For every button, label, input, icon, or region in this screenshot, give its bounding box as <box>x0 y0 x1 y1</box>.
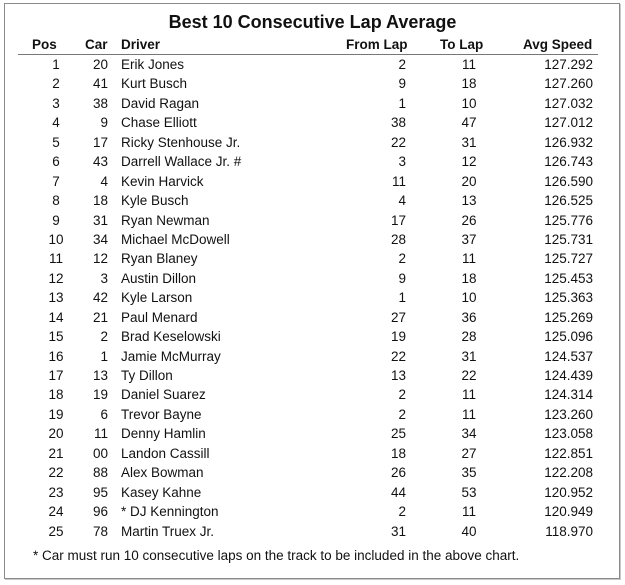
cell-to-lap: 27 <box>461 445 477 461</box>
cell-to-lap: 37 <box>461 231 477 247</box>
cell-avg-speed: 125.453 <box>544 270 593 286</box>
cell-avg-speed: 125.269 <box>544 309 593 325</box>
column-header-avg-speed: Avg Speed <box>523 37 593 52</box>
cell-from-lap: 27 <box>390 309 406 325</box>
table-row <box>0 192 625 211</box>
cell-from-lap: 25 <box>390 426 406 442</box>
cell-avg-speed: 125.727 <box>544 251 593 267</box>
cell-from-lap: 2 <box>398 387 406 403</box>
table-row <box>0 425 625 444</box>
cell-driver: Daniel Suarez <box>121 387 206 403</box>
footnote: * Car must run 10 consecutive laps on the track to be included in the above chart. <box>33 548 520 563</box>
cell-to-lap: 47 <box>461 115 477 131</box>
cell-to-lap: 18 <box>461 270 477 286</box>
cell-car: 9 <box>100 115 108 131</box>
cell-car: 88 <box>92 465 108 481</box>
cell-to-lap: 11 <box>461 504 476 520</box>
cell-avg-speed: 126.743 <box>544 154 593 170</box>
cell-avg-speed: 125.776 <box>544 212 593 228</box>
cell-car: 38 <box>92 95 108 111</box>
cell-driver: Alex Bowman <box>121 465 204 481</box>
cell-driver: Brad Keselowski <box>121 329 221 345</box>
cell-car: 43 <box>92 154 108 170</box>
results-table <box>0 56 625 542</box>
cell-car: 41 <box>92 76 108 92</box>
table-row <box>0 75 625 94</box>
cell-driver: Michael McDowell <box>121 231 230 247</box>
cell-to-lap: 26 <box>461 212 477 228</box>
cell-pos: 10 <box>48 231 64 247</box>
cell-to-lap: 31 <box>461 348 477 364</box>
cell-pos: 11 <box>48 251 63 267</box>
cell-avg-speed: 125.731 <box>544 231 593 247</box>
cell-pos: 15 <box>48 329 64 345</box>
column-header-to-lap: To Lap <box>440 37 484 52</box>
cell-from-lap: 13 <box>390 368 406 383</box>
cell-driver: Trevor Bayne <box>121 406 202 422</box>
cell-pos: 19 <box>48 406 64 422</box>
cell-avg-speed: 127.012 <box>544 115 593 131</box>
cell-from-lap: 44 <box>390 484 406 500</box>
cell-driver: Ricky Stenhouse Jr. <box>121 134 241 150</box>
column-header-from-lap: From Lap <box>346 37 408 52</box>
cell-from-lap: 22 <box>390 134 406 150</box>
cell-pos: 12 <box>48 270 64 286</box>
cell-from-lap: 1 <box>398 95 406 111</box>
cell-car: 78 <box>92 523 108 539</box>
cell-driver: Kurt Busch <box>121 76 188 92</box>
cell-driver: Landon Cassill <box>121 445 210 461</box>
cell-driver: Austin Dillon <box>121 270 197 286</box>
table-row <box>0 348 625 367</box>
column-header-car: Car <box>85 37 108 52</box>
cell-avg-speed: 118.970 <box>545 523 593 539</box>
cell-pos: 20 <box>48 426 64 442</box>
cell-to-lap: 11 <box>461 57 476 72</box>
cell-to-lap: 53 <box>461 484 477 500</box>
cell-avg-speed: 124.314 <box>544 387 593 403</box>
cell-car: 12 <box>92 251 108 267</box>
cell-car: 96 <box>92 504 108 520</box>
cell-to-lap: 13 <box>461 193 477 209</box>
cell-from-lap: 18 <box>390 445 406 461</box>
cell-pos: 13 <box>48 290 64 306</box>
cell-pos: 1 <box>52 57 60 72</box>
cell-car: 6 <box>100 406 108 422</box>
table-row <box>0 445 625 464</box>
cell-from-lap: 4 <box>398 193 406 209</box>
table-row <box>0 250 625 269</box>
cell-from-lap: 38 <box>390 115 406 131</box>
cell-pos: 3 <box>52 95 60 111</box>
cell-avg-speed: 123.058 <box>544 426 593 442</box>
cell-to-lap: 28 <box>461 329 477 345</box>
table-row <box>0 386 625 405</box>
cell-avg-speed: 122.851 <box>544 445 593 461</box>
cell-to-lap: 40 <box>461 523 477 539</box>
cell-pos: 6 <box>52 154 60 170</box>
table-row <box>0 464 625 483</box>
table-row <box>0 231 625 250</box>
cell-car: 20 <box>92 57 108 72</box>
cell-avg-speed: 120.949 <box>544 504 593 520</box>
cell-to-lap: 12 <box>461 154 477 170</box>
cell-pos: 17 <box>48 368 64 383</box>
cell-to-lap: 10 <box>461 95 477 111</box>
cell-from-lap: 1 <box>398 290 406 306</box>
cell-from-lap: 26 <box>390 465 406 481</box>
cell-from-lap: 9 <box>398 270 406 286</box>
cell-car: 13 <box>92 368 108 383</box>
cell-pos: 9 <box>52 212 60 228</box>
cell-from-lap: 2 <box>398 406 406 422</box>
cell-from-lap: 2 <box>398 504 406 520</box>
cell-avg-speed: 125.363 <box>544 290 593 306</box>
cell-avg-speed: 124.537 <box>544 348 593 364</box>
cell-avg-speed: 127.032 <box>544 95 593 111</box>
cell-car: 95 <box>92 484 108 500</box>
cell-from-lap: 9 <box>398 76 406 92</box>
cell-to-lap: 18 <box>461 76 477 92</box>
cell-pos: 24 <box>48 504 64 520</box>
cell-to-lap: 34 <box>461 426 477 442</box>
cell-pos: 21 <box>48 445 64 461</box>
cell-pos: 23 <box>48 484 64 500</box>
cell-from-lap: 11 <box>391 173 406 189</box>
cell-pos: 7 <box>52 173 60 189</box>
cell-avg-speed: 125.096 <box>544 329 593 345</box>
cell-pos: 16 <box>48 348 64 364</box>
report-title: Best 10 Consecutive Lap Average <box>168 12 457 32</box>
cell-avg-speed: 123.260 <box>544 406 593 422</box>
cell-avg-speed: 122.208 <box>544 465 593 481</box>
cell-avg-speed: 126.590 <box>544 173 593 189</box>
cell-pos: 25 <box>48 523 64 539</box>
cell-pos: 8 <box>52 193 60 209</box>
table-row <box>0 95 625 114</box>
cell-from-lap: 19 <box>390 329 406 345</box>
header-divider <box>18 54 598 55</box>
cell-driver: Denny Hamlin <box>121 426 206 442</box>
cell-driver: Erik Jones <box>121 57 185 72</box>
table-row <box>0 367 625 386</box>
table-row <box>0 56 625 75</box>
cell-car: 18 <box>92 193 108 209</box>
cell-driver: * DJ Kennington <box>121 504 219 520</box>
table-row <box>0 153 625 172</box>
cell-driver: Ryan Newman <box>121 212 210 228</box>
table-row <box>0 114 625 133</box>
cell-car: 42 <box>92 290 108 306</box>
cell-car: 1 <box>100 348 108 364</box>
table-row <box>0 212 625 231</box>
cell-to-lap: 36 <box>461 309 477 325</box>
cell-car: 21 <box>92 309 108 325</box>
cell-driver: Ty Dillon <box>121 368 173 383</box>
column-header-pos: Pos <box>32 37 57 52</box>
cell-driver: Chase Elliott <box>121 115 197 131</box>
cell-to-lap: 35 <box>461 465 477 481</box>
cell-driver: Paul Menard <box>121 309 198 325</box>
cell-from-lap: 3 <box>398 154 406 170</box>
table-row <box>0 134 625 153</box>
cell-car: 31 <box>92 212 108 228</box>
cell-driver: Kevin Harvick <box>121 173 204 189</box>
table-row <box>0 484 625 503</box>
cell-pos: 22 <box>48 465 64 481</box>
cell-pos: 4 <box>52 115 60 131</box>
cell-pos: 14 <box>48 309 64 325</box>
table-row <box>0 270 625 289</box>
cell-to-lap: 11 <box>461 406 476 422</box>
column-header-driver: Driver <box>121 37 161 52</box>
cell-avg-speed: 126.525 <box>544 193 593 209</box>
cell-to-lap: 10 <box>461 290 477 306</box>
cell-car: 17 <box>92 134 108 150</box>
cell-driver: Darrell Wallace Jr. # <box>121 154 242 170</box>
cell-driver: David Ragan <box>121 95 200 111</box>
table-row <box>0 406 625 425</box>
cell-pos: 18 <box>48 387 64 403</box>
cell-avg-speed: 124.439 <box>544 368 593 383</box>
cell-from-lap: 17 <box>390 212 406 228</box>
cell-from-lap: 31 <box>390 523 406 539</box>
table-row <box>0 328 625 347</box>
table-row <box>0 309 625 328</box>
cell-car: 19 <box>92 387 108 403</box>
cell-to-lap: 11 <box>461 251 476 267</box>
cell-avg-speed: 126.932 <box>544 134 593 150</box>
cell-avg-speed: 120.952 <box>544 484 593 500</box>
cell-from-lap: 28 <box>390 231 406 247</box>
cell-to-lap: 22 <box>461 368 477 383</box>
cell-car: 11 <box>93 426 108 442</box>
cell-from-lap: 22 <box>390 348 406 364</box>
table-row <box>0 289 625 308</box>
cell-car: 3 <box>100 270 108 286</box>
cell-driver: Kyle Larson <box>121 290 193 306</box>
cell-to-lap: 20 <box>461 173 477 189</box>
cell-car: 4 <box>100 173 108 189</box>
cell-driver: Martin Truex Jr. <box>121 523 215 539</box>
cell-to-lap: 11 <box>461 387 476 403</box>
cell-from-lap: 2 <box>398 251 406 267</box>
cell-driver: Kyle Busch <box>121 193 189 209</box>
cell-driver: Ryan Blaney <box>121 251 198 267</box>
cell-pos: 5 <box>52 134 60 150</box>
cell-car: 34 <box>92 231 108 247</box>
cell-pos: 2 <box>52 76 60 92</box>
cell-from-lap: 2 <box>398 57 406 72</box>
cell-car: 2 <box>100 329 108 345</box>
cell-avg-speed: 127.292 <box>544 57 593 72</box>
cell-to-lap: 31 <box>461 134 477 150</box>
cell-avg-speed: 127.260 <box>544 76 593 92</box>
cell-driver: Kasey Kahne <box>121 484 202 500</box>
cell-car: 00 <box>92 445 108 461</box>
table-row <box>0 503 625 522</box>
cell-driver: Jamie McMurray <box>121 348 221 364</box>
table-row <box>0 173 625 192</box>
table-row <box>0 523 625 542</box>
